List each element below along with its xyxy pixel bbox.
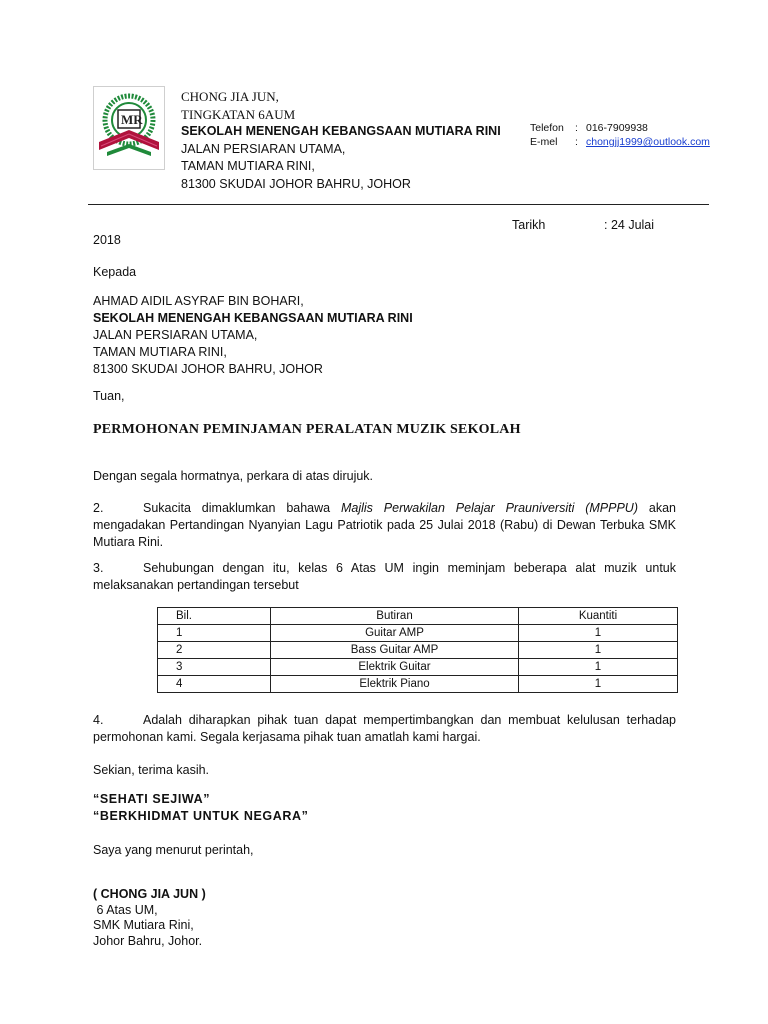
signature-block xyxy=(93,887,206,949)
signatory-school: SMK Mutiara Rini, xyxy=(93,918,194,932)
logo-text: MR xyxy=(121,112,143,127)
header-kuantiti: Kuantiti xyxy=(519,608,678,625)
opening-paragraph: Dengan segala hormatnya, perkara di atas dirujuk. xyxy=(93,469,374,483)
sender-address-line: 81300 SKUDAI JOHOR BAHRU, JOHOR xyxy=(181,176,411,191)
date-year: 2018 xyxy=(93,233,121,247)
sender-address-line: JALAN PERSIARAN UTAMA, xyxy=(181,141,346,156)
recipient-school: SEKOLAH MENENGAH KEBANGSAAN MUTIARA RINI xyxy=(93,311,413,325)
school-crest-logo xyxy=(93,86,165,170)
phone-label: Telefon xyxy=(530,122,564,134)
paragraph-text: Adalah diharapkan pihak tuan dapat mempertimbangkan dan membuat kelulusan terhadap permohonan kami. Segala kerjasama pihak tuan amatlah kami hargai. xyxy=(93,713,676,744)
motto-line-2: “BERKHIDMAT UNTUK NEGARA” xyxy=(93,809,309,823)
to-label: Kepada xyxy=(93,265,137,279)
cell-kuantiti: 1 xyxy=(519,642,678,659)
recipient-name: AHMAD AIDIL ASYRAF BIN BOHARI, xyxy=(93,294,304,308)
paragraph-text: Sehubungan dengan itu, kelas 6 Atas UM ingin meminjam beberapa alat muzik untuk melaksanakan pertandingan tersebut xyxy=(93,561,676,592)
table-row xyxy=(158,676,678,693)
letterhead-divider xyxy=(88,204,709,205)
paragraph-3 xyxy=(93,560,676,594)
cell-bil: 2 xyxy=(158,642,271,659)
cell-kuantiti: 1 xyxy=(519,625,678,642)
recipient-address-line: JALAN PERSIARAN UTAMA, xyxy=(93,328,258,342)
thanks-line: Sekian, terima kasih. xyxy=(93,763,210,777)
paragraph-number: 3. xyxy=(93,561,104,575)
email-label: E-mel xyxy=(530,136,558,148)
equipment-table xyxy=(157,607,678,693)
header-bil: Bil. xyxy=(158,608,271,625)
cell-bil: 3 xyxy=(158,659,271,676)
date-value: : 24 Julai xyxy=(604,218,655,232)
cell-bil: 4 xyxy=(158,676,271,693)
cell-kuantiti: 1 xyxy=(519,676,678,693)
sender-block xyxy=(181,88,501,193)
phone-separator: : xyxy=(575,122,578,134)
phone-row xyxy=(530,121,710,135)
email-separator: : xyxy=(575,136,578,148)
phone-number: 016-7909938 xyxy=(586,122,648,134)
email-row xyxy=(530,135,710,149)
recipient-address-line: TAMAN MUTIARA RINI, xyxy=(93,345,227,359)
sender-address-line: TAMAN MUTIARA RINI, xyxy=(181,159,315,173)
sender-school: SEKOLAH MENENGAH KEBANGSAAN MUTIARA RINI xyxy=(181,124,501,138)
table-row xyxy=(158,642,678,659)
letter-subject: PERMOHONAN PEMINJAMAN PERALATAN MUZIK SEKOLAH xyxy=(93,422,521,437)
organisation-name: Majlis Perwakilan Pelajar Prauniversiti (MPPPU) xyxy=(340,501,639,515)
signatory-name: ( CHONG JIA JUN ) xyxy=(93,887,206,901)
signatory-class: 6 Atas UM, xyxy=(93,902,158,917)
date-label: Tarikh xyxy=(512,218,546,232)
cell-butiran: Elektrik Piano xyxy=(271,676,519,693)
cell-butiran: Elektrik Guitar xyxy=(271,659,519,676)
cell-kuantiti: 1 xyxy=(519,659,678,676)
cell-butiran: Guitar AMP xyxy=(271,625,519,642)
table-row xyxy=(158,625,678,642)
contact-block xyxy=(530,121,710,149)
sender-class: TINGKATAN 6AUM xyxy=(181,106,296,122)
paragraph-2 xyxy=(93,500,676,551)
table-header-row xyxy=(158,608,678,625)
paragraph-number: 2. xyxy=(93,501,104,515)
paragraph-text: akan mengadakan Pertandingan Nyanyian Lagu Patriotik pada 25 Julai 2018 (Rabu) di Dewan Terbuka SMK Mutiara Rini. xyxy=(93,501,676,549)
email-link[interactable]: chongjj1999@outlook.com xyxy=(586,136,710,148)
signatory-location: Johor Bahru, Johor. xyxy=(93,933,203,948)
paragraph-text: Sukacita dimaklumkan bahawa xyxy=(143,501,341,515)
motto-line-1: “SEHATI SEJIWA” xyxy=(93,792,211,806)
recipient-address-line: 81300 SKUDAI JOHOR BAHRU, JOHOR xyxy=(93,362,323,376)
table-row xyxy=(158,659,678,676)
sender-name: CHONG JIA JUN, xyxy=(181,89,279,104)
recipient-block xyxy=(93,293,413,378)
paragraph-4 xyxy=(93,712,676,746)
closing-line: Saya yang menurut perintah, xyxy=(93,843,254,857)
header-butiran: Butiran xyxy=(271,608,519,625)
salutation: Tuan, xyxy=(93,389,125,403)
cell-bil: 1 xyxy=(158,625,271,642)
cell-butiran: Bass Guitar AMP xyxy=(271,642,519,659)
paragraph-number: 4. xyxy=(93,713,104,727)
